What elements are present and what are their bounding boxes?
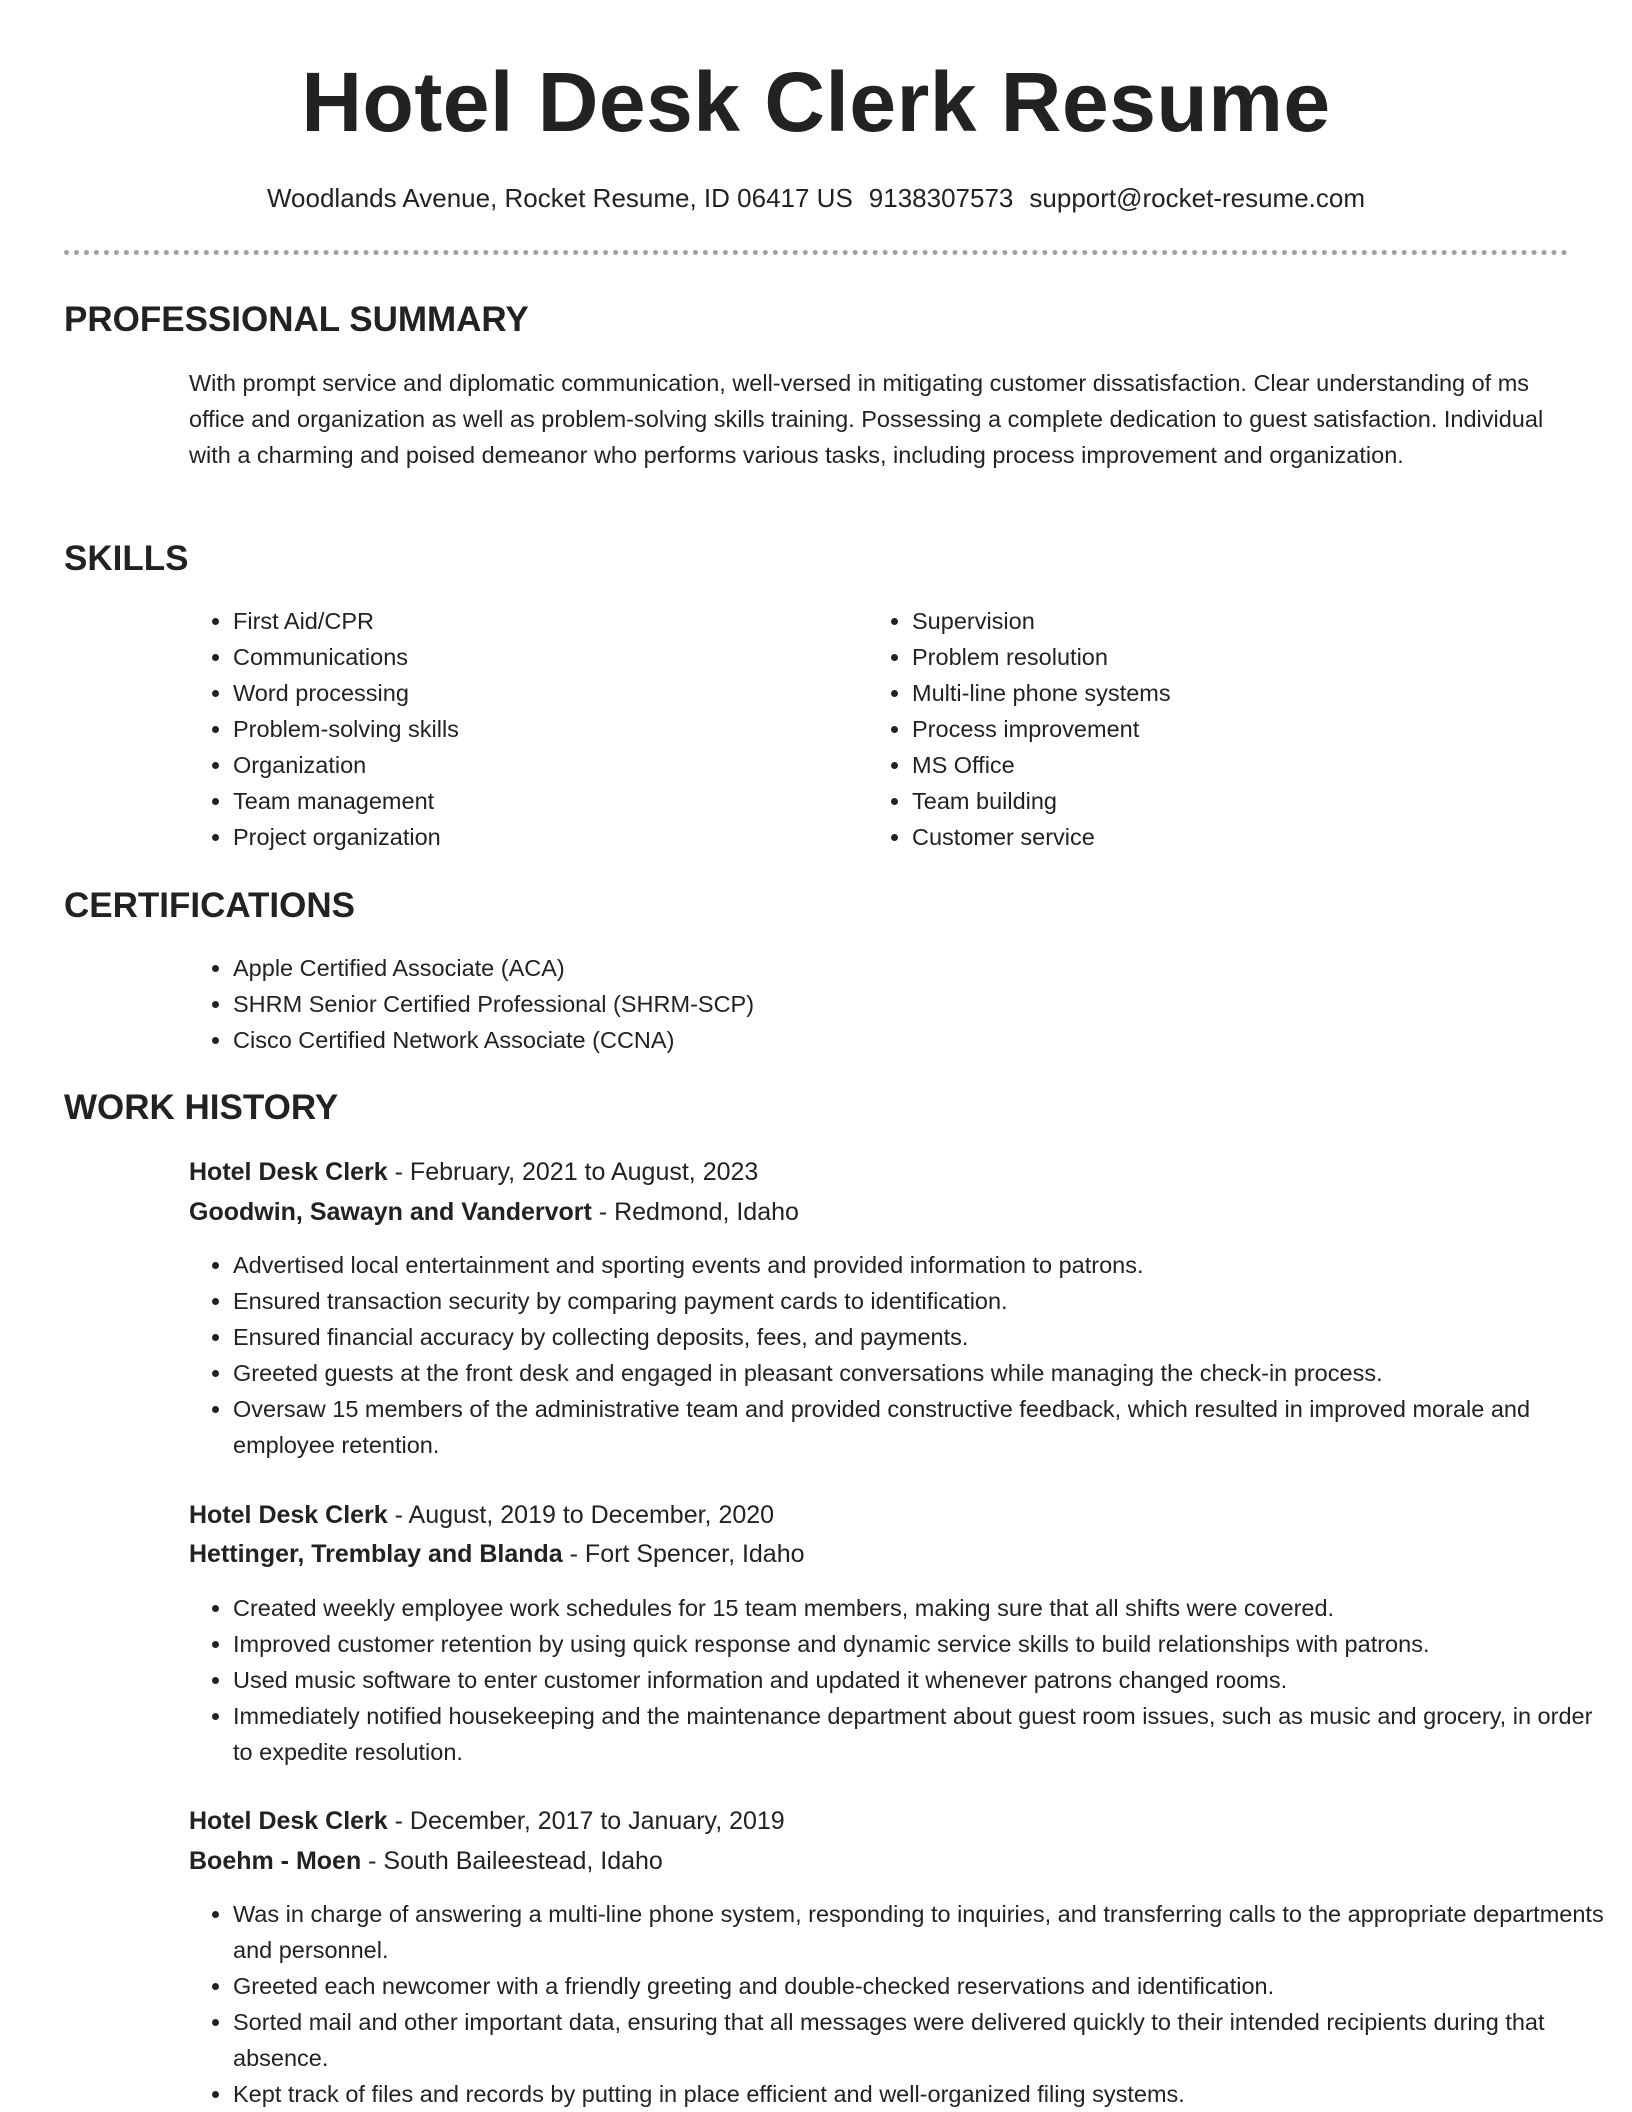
job-bullet: • Sorted mail and other important data, ensuring that all messages were delivered quickly to their intended recipients during that absence. bbox=[233, 2004, 1613, 2076]
certification-item: • SHRM Senior Certified Professional (SHRM-SCP) bbox=[233, 986, 1563, 1022]
skill-item: • Customer service bbox=[912, 819, 1562, 855]
skill-item: • Word processing bbox=[233, 675, 833, 711]
job-company: Goodwin, Sawayn and Vandervort bbox=[189, 1198, 592, 1226]
skill-item: • Communications bbox=[233, 639, 833, 675]
job-location: - Fort Spencer, Idaho bbox=[562, 1540, 805, 1568]
job-bullet: • Was in charge of answering a multi-line phone system, responding to inquiries, and transferring calls to the appropriate departments and personnel. bbox=[233, 1896, 1613, 1968]
certifications-list bbox=[189, 950, 1563, 1058]
work-history-heading: WORK HISTORY bbox=[64, 1088, 339, 1127]
job-bullets bbox=[189, 1590, 1613, 1770]
job-title-line bbox=[189, 1154, 758, 1190]
skill-item: • Team management bbox=[233, 783, 833, 819]
resume-title: Hotel Desk Clerk Resume bbox=[301, 55, 1331, 149]
skill-item: • Multi-line phone systems bbox=[912, 675, 1562, 711]
job-dates: - August, 2019 to December, 2020 bbox=[387, 1501, 775, 1529]
job-bullet: • Greeted guests at the front desk and engaged in pleasant conversations while managing the check-in process. bbox=[233, 1355, 1613, 1391]
job-company: Hettinger, Tremblay and Blanda bbox=[189, 1540, 563, 1568]
skill-item: • Organization bbox=[233, 747, 833, 783]
job-company-line bbox=[189, 1194, 799, 1230]
job-company-line bbox=[189, 1536, 805, 1572]
job-bullet: • Ensured transaction security by comparing payment cards to identification. bbox=[233, 1283, 1613, 1319]
summary-heading: PROFESSIONAL SUMMARY bbox=[64, 300, 529, 339]
skill-item: • MS Office bbox=[912, 747, 1562, 783]
contact-email[interactable]: support@rocket-resume.com bbox=[1029, 183, 1366, 213]
summary-text: With prompt service and diplomatic communication, well-versed in mitigating customer dissatisfaction. Clear understanding of ms office and organization as well as problem-solving skills training. Possessing a complete dedication to guest satisfaction. Individual with a charming and poised demeanor who performs various tasks, including process improvement and organization. bbox=[189, 370, 1544, 468]
job-bullet: • Immediately notified housekeeping and the maintenance department about guest room issues, such as music and grocery, in order to expedite resolution. bbox=[233, 1698, 1613, 1770]
job-dates: - December, 2017 to January, 2019 bbox=[387, 1807, 785, 1835]
job-role: Hotel Desk Clerk bbox=[189, 1807, 388, 1835]
job-location: - Redmond, Idaho bbox=[591, 1198, 799, 1226]
job-role: Hotel Desk Clerk bbox=[189, 1501, 388, 1529]
skill-item: • Team building bbox=[912, 783, 1562, 819]
job-title-line bbox=[189, 1803, 785, 1839]
job-title-line bbox=[189, 1497, 774, 1533]
skill-item: • Project organization bbox=[233, 819, 833, 855]
skill-item: • First Aid/CPR bbox=[233, 603, 833, 639]
skill-item: • Process improvement bbox=[912, 711, 1562, 747]
certification-item: • Cisco Certified Network Associate (CCNA) bbox=[233, 1022, 1563, 1058]
job-bullet: • Created weekly employee work schedules for 15 team members, making sure that all shifts were covered. bbox=[233, 1590, 1613, 1626]
certification-item: • Apple Certified Associate (ACA) bbox=[233, 950, 1563, 986]
job-bullets bbox=[189, 1896, 1613, 2112]
job-dates: - February, 2021 to August, 2023 bbox=[387, 1158, 759, 1186]
job-bullet: • Ensured financial accuracy by collecting deposits, fees, and payments. bbox=[233, 1319, 1613, 1355]
skill-item: • Problem-solving skills bbox=[233, 711, 833, 747]
job-bullet: • Oversaw 15 members of the administrative team and provided constructive feedback, which resulted in improved morale and employee retention. bbox=[233, 1391, 1613, 1463]
skills-list-left bbox=[189, 603, 833, 855]
job-bullet: • Kept track of files and records by putting in place efficient and well-organized filing systems. bbox=[233, 2076, 1613, 2112]
job-bullet: • Greeted each newcomer with a friendly greeting and double-checked reservations and identification. bbox=[233, 1968, 1613, 2004]
certifications-heading: CERTIFICATIONS bbox=[64, 886, 356, 925]
skill-item: • Problem resolution bbox=[912, 639, 1562, 675]
job-company-line bbox=[189, 1843, 663, 1879]
skill-item: • Supervision bbox=[912, 603, 1562, 639]
contact-address: Woodlands Avenue, Rocket Resume, ID 06417 US bbox=[266, 183, 853, 213]
job-location: - South Baileestead, Idaho bbox=[361, 1847, 663, 1875]
job-bullet: • Improved customer retention by using quick response and dynamic service skills to build relationships with patrons. bbox=[233, 1626, 1613, 1662]
skills-heading: SKILLS bbox=[64, 539, 189, 578]
header-divider bbox=[64, 250, 1568, 255]
contact-line bbox=[0, 180, 1632, 216]
contact-phone: 9138307573 bbox=[868, 183, 1014, 213]
skills-list-right bbox=[868, 603, 1562, 855]
job-bullets bbox=[189, 1247, 1613, 1463]
job-bullet: • Used music software to enter customer information and updated it whenever patrons changed rooms. bbox=[233, 1662, 1613, 1698]
job-bullet: • Advertised local entertainment and sporting events and provided information to patrons. bbox=[233, 1247, 1613, 1283]
job-role: Hotel Desk Clerk bbox=[189, 1158, 388, 1186]
job-company: Boehm - Moen bbox=[189, 1847, 362, 1875]
